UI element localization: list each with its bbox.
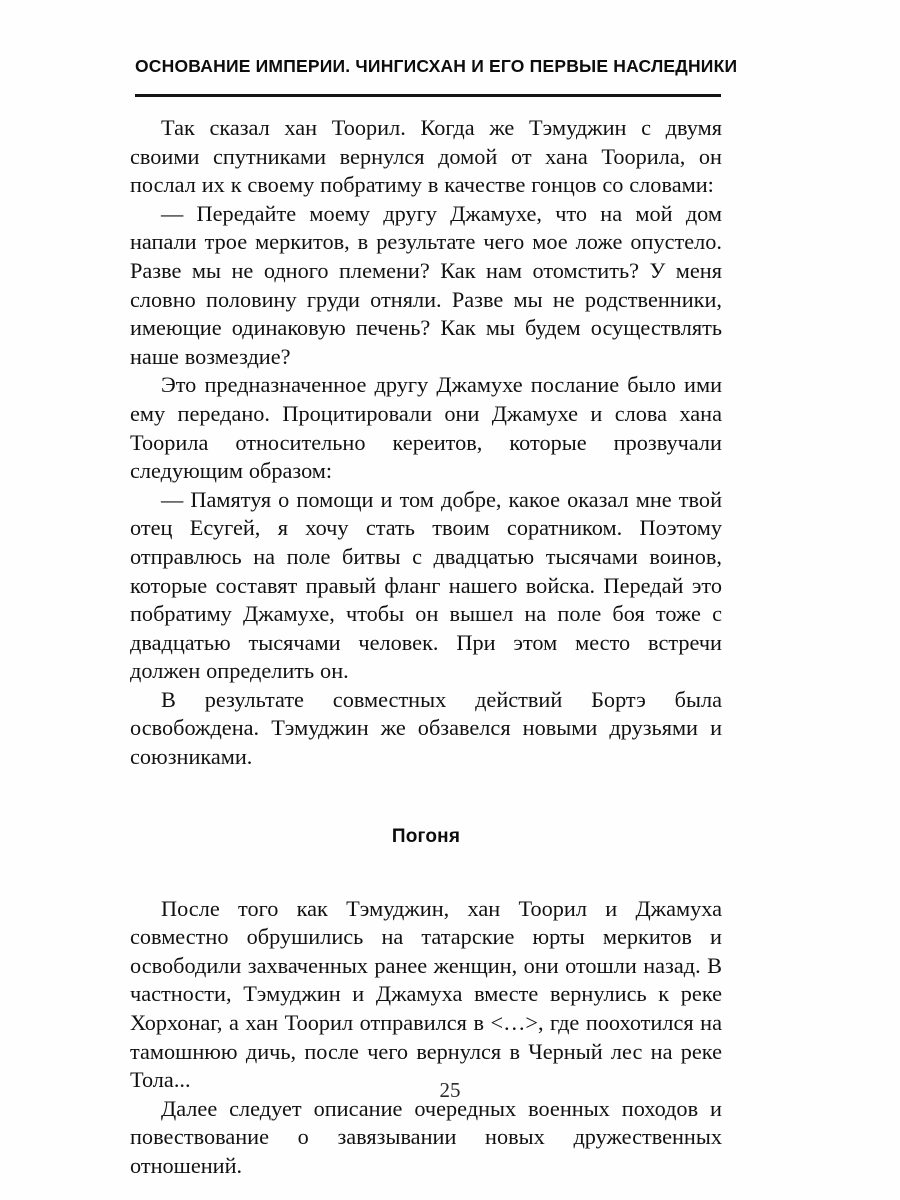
body-paragraph: — Передайте моему другу Джамухе, что на мой дом напали трое меркитов, в результате чего мое ложе опустело. Разве мы не одного племени? Как нам отомстить? У меня словно половину груди отняли. Разве мы не родственники, имеющие одинаковую печень? Как мы будем осуществлять наше возмездие?: [130, 200, 722, 369]
body-paragraph: После того как Тэмуджин, хан Тоорил и Джамуха совместно обрушились на татарские юрты меркитов и освободили захваченных ранее женщин, они отошли назад. В частности, Тэмуджин и Джамуха вместе вернулись к реке Хорхонаг, а хан Тоорил отправился в <…>, где поохотился на тамошнюю дичь, после чего вернулся в Черный лес на реке Тола...: [130, 895, 722, 1093]
running-header-title: ОСНОВАНИЕ ИМПЕРИИ. ЧИНГИСХАН И ЕГО ПЕРВЫЕ НАСЛЕДНИКИ: [135, 56, 738, 76]
heading-spacer-below: [130, 848, 722, 895]
running-header: [135, 56, 738, 77]
body-paragraph: Далее следует описание очередных военных походов и повествование о завязывании новых дружественных отношений.: [130, 1095, 722, 1178]
section-heading: Погоня: [391, 825, 461, 847]
page-number: 25: [439, 1078, 461, 1102]
heading-spacer-above: [130, 772, 722, 826]
text-column: [130, 114, 722, 1181]
header-rule-divider: [135, 94, 721, 97]
body-paragraph: — Памятуя о помощи и том добре, какое оказал мне твой отец Есугей, я хочу стать твоим соратником. Поэтому отправлюсь на поле битвы с двадцатью тысячами воинов, которые составят правый фланг нашего войска. Передай это побратиму Джамухе, чтобы он вышел на поле боя тоже с двадцатью тысячами человек. При этом место встречи должен определить он.: [130, 486, 722, 684]
page-footer: [0, 1078, 900, 1103]
body-paragraph: В результате совместных действий Бортэ была освобождена. Тэмуджин же обзавелся новыми друзьями и союзниками.: [130, 686, 722, 770]
body-paragraph: Это предназначенное другу Джамухе послание было ими ему передано. Процитировали они Джамухе и слова хана Тоорила относительно кереитов, которые прозвучали следующим образом:: [130, 372, 722, 484]
body-paragraph: Так сказал хан Тоорил. Когда же Тэмуджин с двумя своими спутниками вернулся домой от хана Тоорила, он послал их к своему побратиму в качестве гонцов со словами:: [130, 115, 722, 198]
